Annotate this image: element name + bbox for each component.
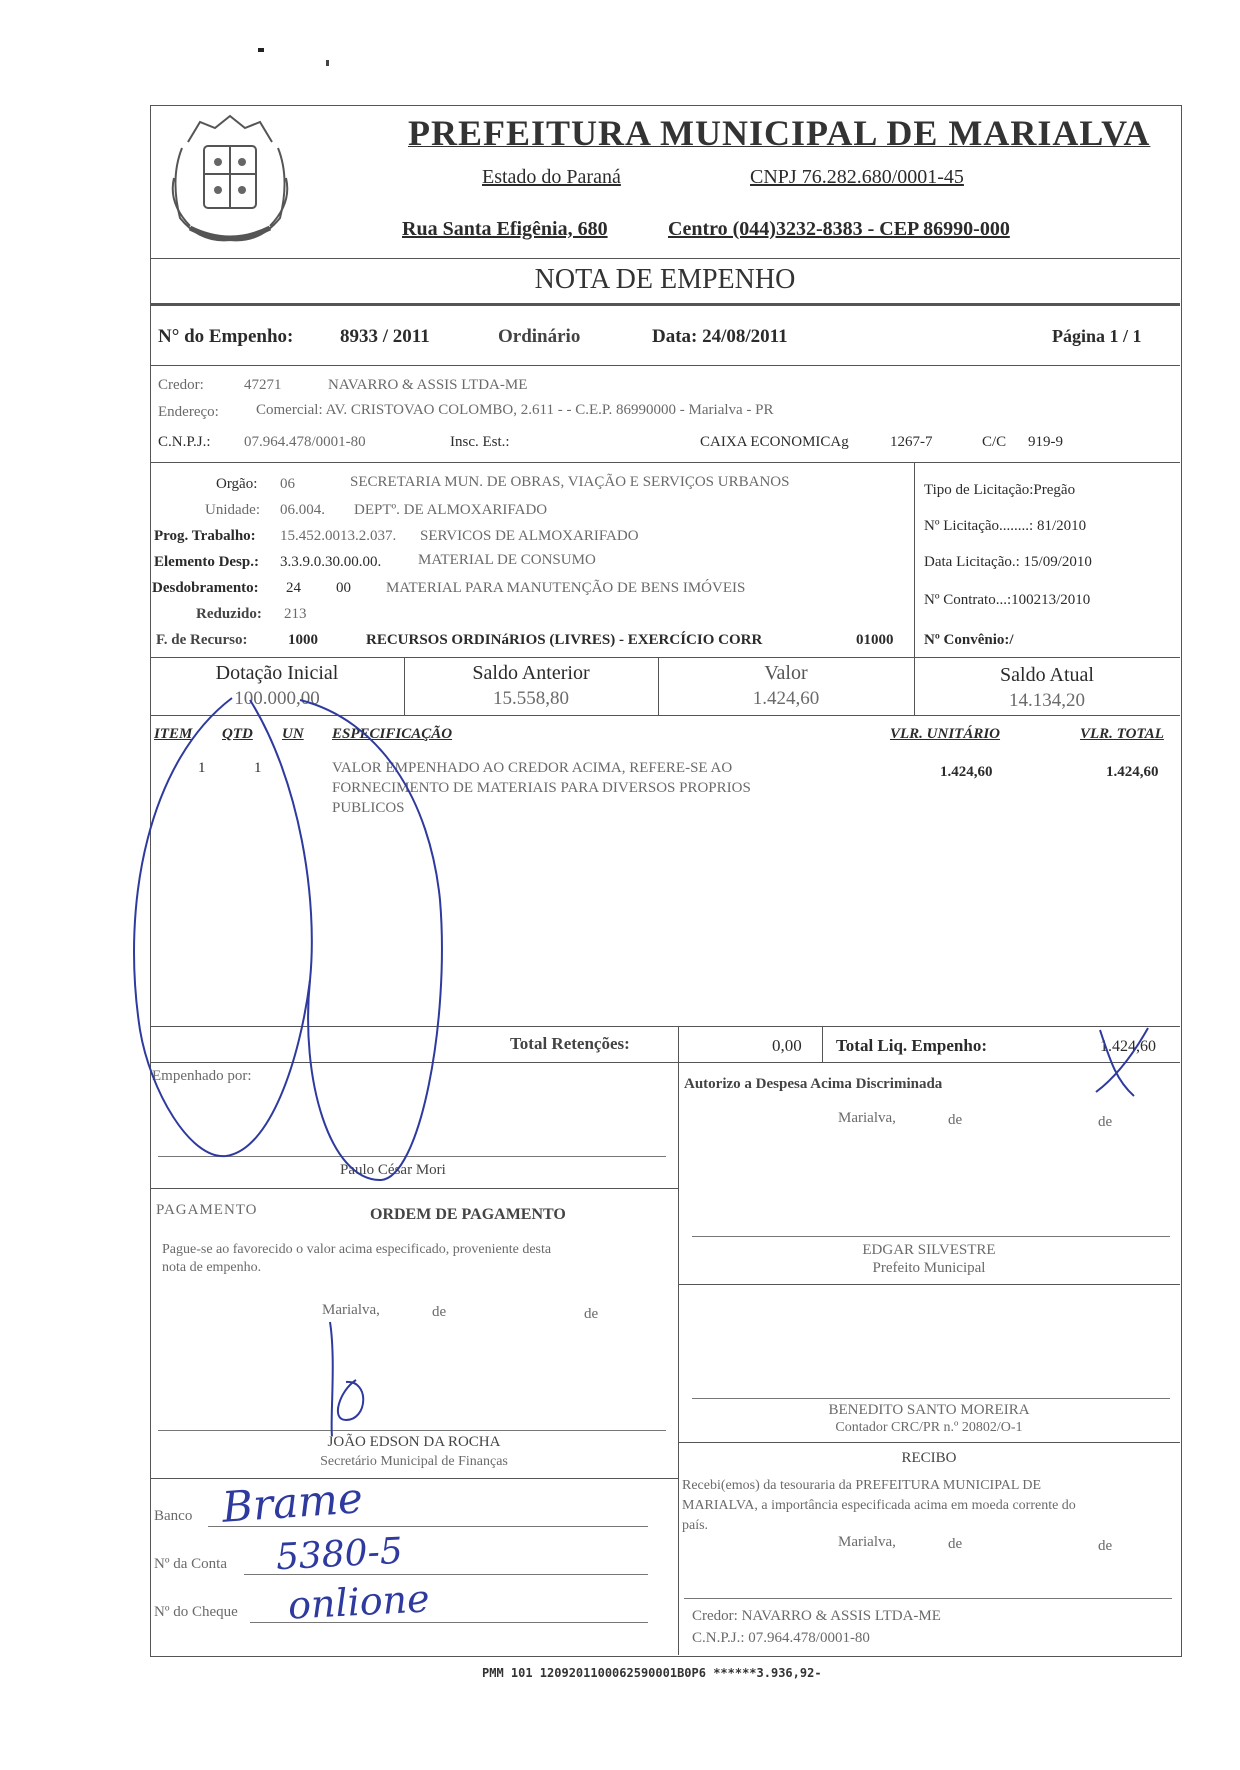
recurso-label: F. de Recurso:: [156, 632, 248, 648]
empenho-date: Data: 24/08/2011: [652, 326, 788, 347]
contador-role: Contador CRC/PR n.º 20802/O-1: [835, 1420, 1023, 1435]
empenho-type: Ordinário: [498, 326, 581, 347]
recibo-text-1: Recebi(emos) da tesouraria da PREFEITURA MUNICIPAL DE: [682, 1478, 1042, 1493]
large-signature-loop: [134, 698, 312, 1156]
pagamento-de-2: de: [584, 1306, 599, 1322]
pagamento-city: Marialva,: [322, 1302, 380, 1318]
autorizo-label: Autorizo a Despesa Acima Discriminada: [684, 1076, 943, 1092]
unidade-label: Unidade:: [205, 502, 260, 518]
recurso-fonte: 01000: [856, 632, 894, 648]
col-spec-header: ESPECIFICAÇÃO: [332, 726, 453, 742]
dotacao-inicial-label: Dotação Inicial: [215, 662, 339, 684]
large-signature-oval: [300, 700, 442, 1180]
elemento-desp-label: Elemento Desp.:: [154, 554, 259, 570]
elemento-desp-desc: MATERIAL DE CONSUMO: [418, 552, 596, 568]
credor-code: 47271: [244, 377, 282, 393]
prefeitura-contact: Centro (044)3232-8383 - CEP 86990-000: [668, 218, 1010, 240]
credor-bank: CAIXA ECONOMICAg: [700, 434, 849, 450]
prefeitura-cnpj: CNPJ 76.282.680/0001-45: [750, 166, 964, 188]
item-spec-line2: FORNECIMENTO DE MATERIAIS PARA DIVERSOS PROPRIOS: [332, 780, 751, 796]
recibo-de-2: de: [1098, 1538, 1113, 1554]
banco-label: Banco: [154, 1508, 193, 1524]
pagamento-initials: [330, 1322, 363, 1436]
recurso-code: 1000: [288, 632, 318, 648]
recibo-text-3: país.: [682, 1518, 709, 1533]
credor-name: NAVARRO & ASSIS LTDA-ME: [328, 377, 528, 393]
item-qtd: 1: [254, 760, 262, 776]
prefeitura-title: PREFEITURA MUNICIPAL DE MARIALVA: [408, 113, 1151, 153]
orgao-label: Orgão:: [216, 476, 258, 492]
prefeito-name: EDGAR SILVESTRE: [862, 1242, 996, 1258]
numero-contrato: Nº Contrato...:100213/2010: [924, 592, 1091, 608]
insc-est-label: Insc. Est.:: [450, 434, 510, 450]
col-total-header: VLR. TOTAL: [1080, 726, 1164, 742]
prefeito-role: Prefeito Municipal: [872, 1260, 986, 1276]
prog-trabalho-label: Prog. Trabalho:: [154, 528, 256, 544]
valor-label: Valor: [764, 662, 808, 684]
credor-cc: 919-9: [1028, 434, 1063, 450]
desdobramento-desc: MATERIAL PARA MANUTENÇÃO DE BENS IMÓVEIS: [386, 580, 746, 596]
ordem-pagamento-title: ORDEM DE PAGAMENTO: [370, 1206, 566, 1223]
reduzido-label: Reduzido:: [196, 606, 262, 622]
numero-convenio: Nº Convênio:/: [924, 632, 1014, 648]
col-qtd-header: QTD: [222, 726, 253, 742]
credor-agency: 1267-7: [890, 434, 933, 450]
cheque-label: Nº do Cheque: [154, 1604, 238, 1620]
recurso-desc: RECURSOS ORDINáRIOS (LIVRES) - EXERCÍCIO CORR: [366, 632, 763, 648]
orgao-desc: SECRETARIA MUN. DE OBRAS, VIAÇÃO E SERVIÇOS URBANOS: [350, 474, 790, 490]
item-unit-value: 1.424,60: [940, 764, 993, 780]
page-number: Página 1 / 1: [1052, 326, 1142, 346]
pagamento-text-2: nota de empenho.: [162, 1260, 262, 1275]
empenhado-por-label: Empenhado por:: [152, 1068, 252, 1084]
credor-cnpj: 07.964.478/0001-80: [244, 434, 366, 450]
recibo-cnpj: C.N.P.J.: 07.964.478/0001-80: [692, 1630, 870, 1646]
total-retencoes-label: Total Retenções:: [510, 1034, 630, 1053]
credor-label: Credor:: [158, 377, 204, 393]
col-item-header: ITEM: [154, 726, 193, 742]
conta-label: Nº da Conta: [154, 1556, 227, 1572]
credor-address: Comercial: AV. CRISTOVAO COLOMBO, 2.611 - - C.E.P. 86990000 - Marialva - PR: [256, 402, 774, 418]
data-licitacao: Data Licitação.: 15/09/2010: [924, 554, 1092, 570]
recibo-credor: Credor: NAVARRO & ASSIS LTDA-ME: [692, 1608, 941, 1624]
total-retencoes-value: 0,00: [772, 1036, 802, 1055]
orgao-code: 06: [280, 476, 295, 492]
recibo-title: RECIBO: [901, 1450, 957, 1466]
saldo-atual-value: 14.134,20: [1009, 690, 1085, 711]
credor-address-label: Endereço:: [158, 404, 219, 420]
state-name: Estado do Paraná: [482, 166, 621, 188]
total-liq-empenho-value: 1.424,60: [1100, 1038, 1156, 1055]
numero-licitacao: Nº Licitação........: 81/2010: [924, 518, 1087, 534]
autorizo-de-2: de: [1098, 1114, 1113, 1130]
unidade-desc: DEPTº. DE ALMOXARIFADO: [354, 502, 548, 518]
pagamento-text-1: Pague-se ao favorecido o valor acima especificado, proveniente desta: [162, 1242, 552, 1257]
recibo-text-2: MARIALVA, a importância especificada acima em moeda corrente do: [682, 1498, 1076, 1513]
saldo-atual-label: Saldo Atual: [1000, 664, 1094, 686]
liquido-cross-mark: [1096, 1028, 1148, 1096]
credor-cnpj-label: C.N.P.J.:: [158, 434, 211, 450]
saldo-anterior-value: 15.558,80: [493, 688, 569, 709]
pagamento-role: Secretário Municipal de Finanças: [320, 1454, 508, 1469]
cheque-handwritten: onlione: [286, 1576, 431, 1628]
document-title: NOTA DE EMPENHO: [534, 264, 796, 295]
desdobramento-a: 24: [286, 580, 301, 596]
item-number: 1: [198, 760, 206, 776]
col-unit-header: VLR. UNITÁRIO: [890, 726, 1001, 742]
item-total-value: 1.424,60: [1106, 764, 1159, 780]
item-spec-line3: PUBLICOS: [332, 800, 405, 816]
valor-value: 1.424,60: [752, 688, 820, 709]
footer-document-code: PMM 101 1209201100062590001B0P6 ******3.936,92-: [482, 1666, 822, 1680]
autorizo-city: Marialva,: [838, 1110, 896, 1126]
empenhado-signer: Paulo César Mori: [340, 1162, 446, 1178]
desdobramento-b: 00: [336, 580, 351, 596]
banco-handwritten: Brame: [220, 1473, 365, 1532]
empenho-number: 8933 / 2011: [340, 326, 430, 347]
empenho-number-label: N° do Empenho:: [158, 326, 294, 347]
recibo-city: Marialva,: [838, 1534, 896, 1550]
conta-handwritten: 5380-5: [275, 1530, 404, 1579]
recibo-de-1: de: [948, 1536, 963, 1552]
total-liq-empenho-label: Total Liq. Empenho:: [836, 1036, 987, 1055]
prog-trabalho-desc: SERVICOS DE ALMOXARIFADO: [420, 528, 639, 544]
tipo-licitacao: Tipo de Licitação:Pregão: [924, 482, 1076, 498]
contador-name: BENEDITO SANTO MOREIRA: [828, 1402, 1030, 1418]
credor-cc-label: C/C: [982, 434, 1007, 450]
unidade-code: 06.004.: [280, 502, 325, 518]
pagamento-label: PAGAMENTO: [156, 1202, 258, 1218]
pagamento-signer: JOÃO EDSON DA ROCHA: [327, 1434, 501, 1450]
autorizo-de-1: de: [948, 1112, 963, 1128]
item-spec-line1: VALOR EMPENHADO AO CREDOR ACIMA, REFERE-SE AO: [332, 760, 733, 776]
elemento-desp-code: 3.3.9.0.30.00.00.: [280, 554, 382, 570]
reduzido-code: 213: [284, 606, 307, 622]
pagamento-de-1: de: [432, 1304, 447, 1320]
prefeitura-address: Rua Santa Efigênia, 680: [402, 218, 608, 240]
col-un-header: UN: [282, 726, 304, 742]
prog-trabalho-code: 15.452.0013.2.037.: [280, 528, 397, 544]
desdobramento-label: Desdobramento:: [152, 580, 259, 596]
saldo-anterior-label: Saldo Anterior: [472, 662, 590, 684]
dotacao-inicial-value: 100.000,00: [234, 688, 320, 709]
